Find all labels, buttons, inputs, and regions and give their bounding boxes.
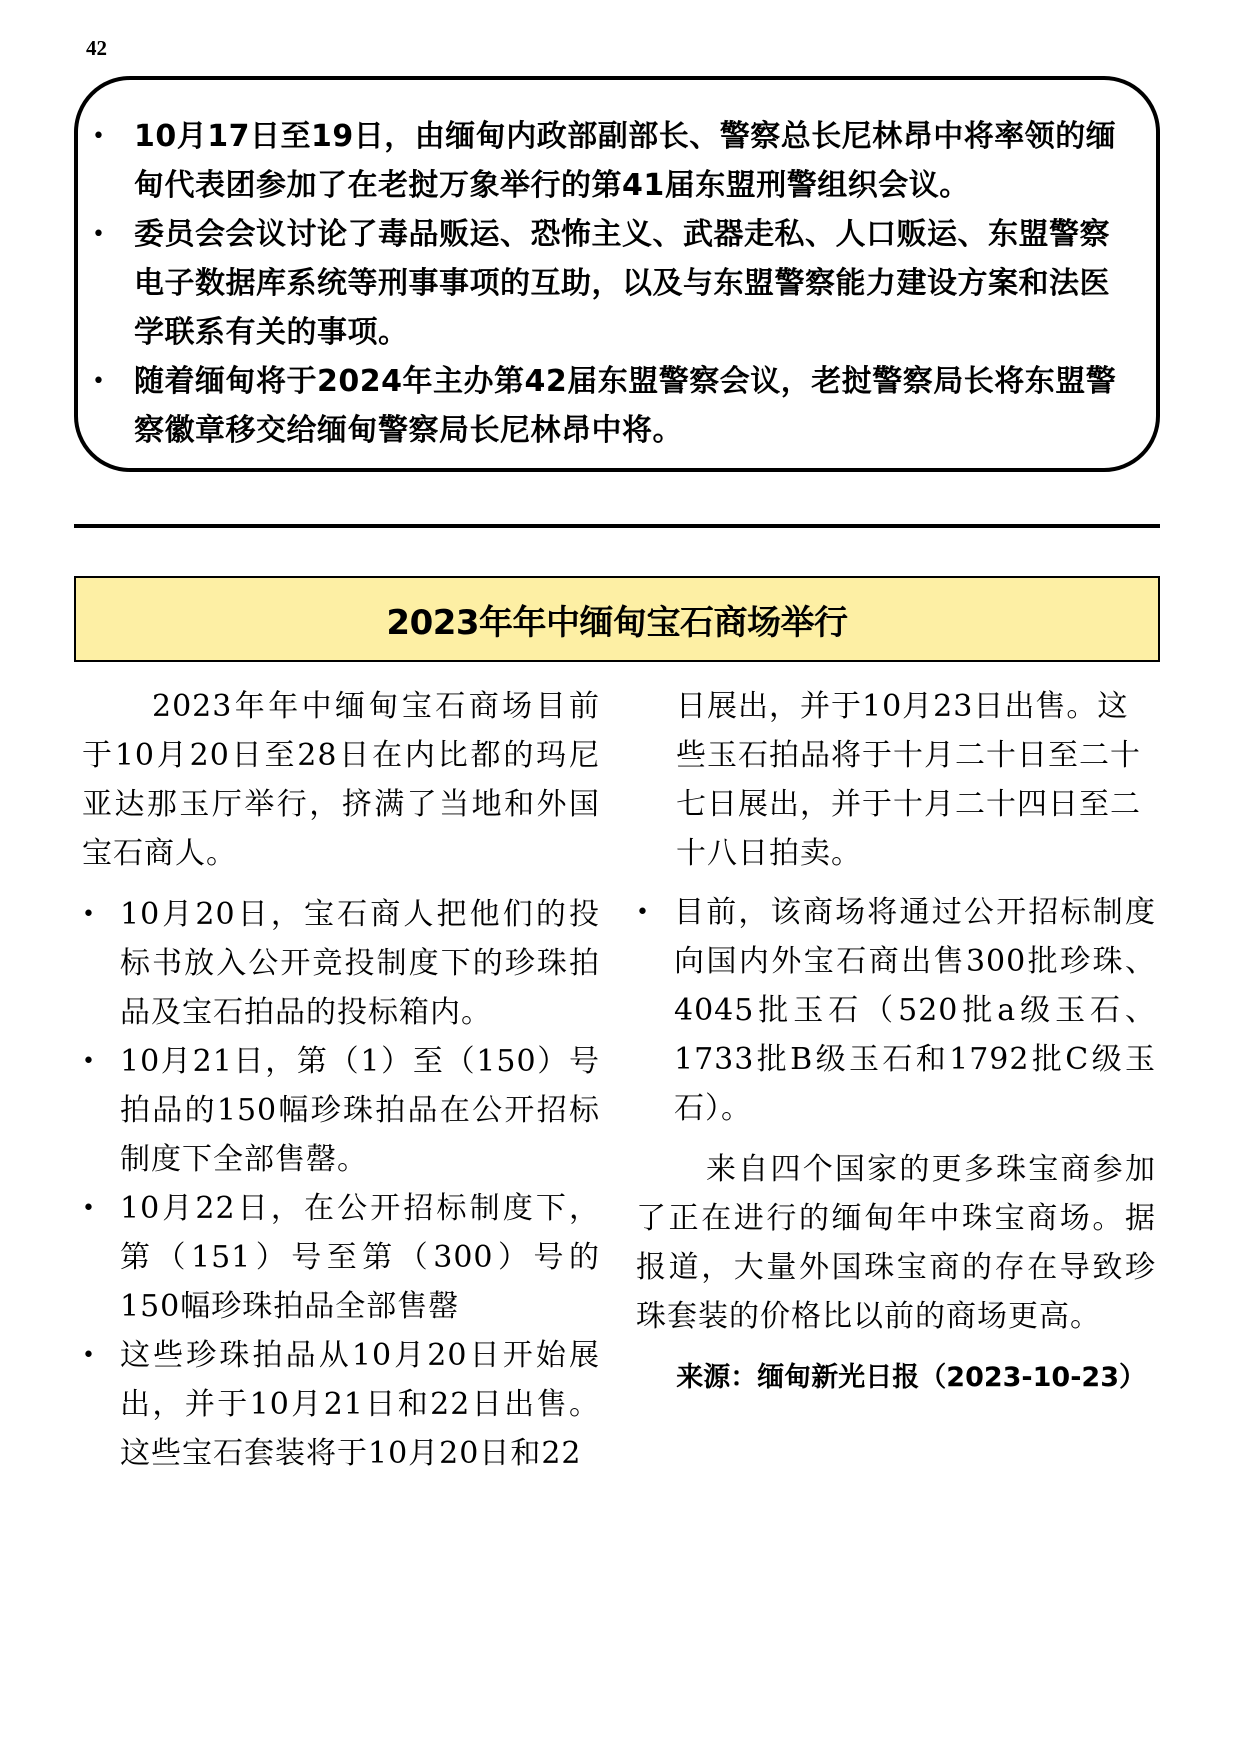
list-item: • 这些珍珠拍品从10月20日开始展出，并于10月21日和22日出售。这些宝石套装将于10月20日和22	[120, 1331, 600, 1478]
article-right-column	[636, 682, 1156, 1402]
article-left-column	[82, 682, 600, 1478]
list-item: • 目前，该商场将通过公开招标制度向国内外宝石商出售300批珍珠、4045批玉石（520批a级玉石、1733批B级玉石和1792批C级玉石）。	[674, 888, 1156, 1133]
section-divider	[74, 524, 1160, 528]
page-number: 42	[86, 36, 107, 60]
list-item: • 10月22日，在公开招标制度下，第（151）号至第（300）号的150幅珍珠拍品全部售罄	[120, 1184, 600, 1331]
right-bullet-list	[636, 888, 1156, 1133]
summary-box	[74, 76, 1160, 472]
list-item: • 10月20日，宝石商人把他们的投标书放入公开竞投制度下的珍珠拍品及宝石拍品的投标箱内。	[120, 890, 600, 1037]
article-closing: 来自四个国家的更多珠宝商参加了正在进行的缅甸年中珠宝商场。据报道，大量外国珠宝商的存在导致珍珠套装的价格比以前的商场更高。	[636, 1152, 1156, 1334]
article-source: 来源：缅甸新光日报（2023-10-23）	[676, 1362, 1146, 1393]
article-intro: 2023年年中缅甸宝石商场目前于10月20日至28日在内比都的玛尼亚达那玉厅举行，挤满了当地和外国宝石商人。	[82, 689, 600, 871]
summary-item: • 随着缅甸将于2024年主办第42届东盟警察会议，老挝警察局长将东盟警察徽章移交给缅甸警察局长尼林昂中将。	[134, 357, 1126, 455]
summary-item: • 10月17日至19日，由缅甸内政部副部长、警察总长尼林昂中将率领的缅甸代表团参加了在老挝万象举行的第41届东盟刑警组织会议。	[134, 112, 1126, 210]
article-title: 2023年年中缅甸宝石商场举行	[74, 576, 1160, 662]
article-continuation: 日展出，并于10月23日出售。这些玉石拍品将于十月二十日至二十七日展出，并于十月二十四日至二十八日拍卖。	[676, 689, 1141, 871]
summary-list	[134, 112, 1126, 455]
list-item: • 10月21日，第（1）至（150）号拍品的150幅珍珠拍品在公开招标制度下全部售罄。	[120, 1037, 600, 1184]
summary-item: • 委员会会议讨论了毒品贩运、恐怖主义、武器走私、人口贩运、东盟警察电子数据库系统等刑事事项的互助，以及与东盟警察能力建设方案和法医学联系有关的事项。	[134, 210, 1126, 357]
left-bullet-list	[82, 890, 600, 1478]
